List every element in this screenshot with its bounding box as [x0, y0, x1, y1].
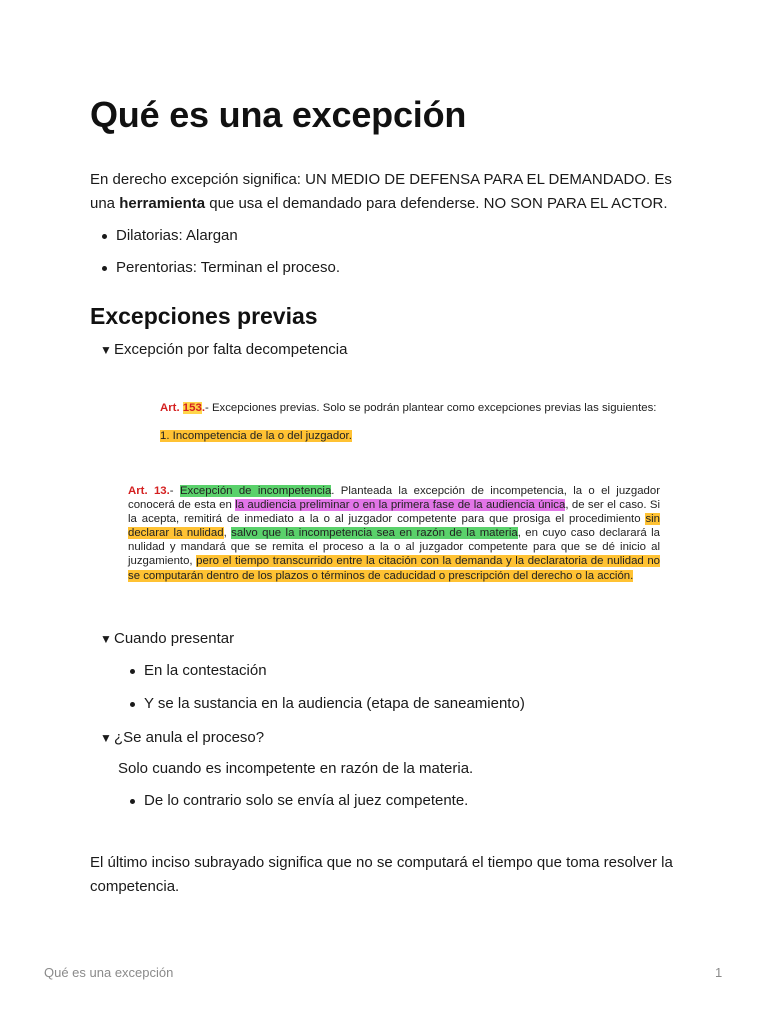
- page-title: Qué es una excepción: [90, 94, 467, 135]
- cuando-presentar-list: [118, 659, 525, 716]
- types-list: [90, 224, 340, 280]
- toggle-falta-competencia[interactable]: [100, 338, 347, 362]
- triangle-down-icon: ▼: [100, 343, 112, 357]
- list-item: Y se la sustancia en la audiencia (etapa de saneamiento): [118, 692, 525, 716]
- anula-text: Solo cuando es incompetente en razón de la materia.: [118, 760, 474, 777]
- art13-highlight: pero el tiempo transcurrido entre la citación con la demanda y la declaratoria de nulidad no se computarán dentro de los plazos o términos de caducidad o prescripción del derecho o la acción.: [128, 555, 661, 582]
- toggle-cuando-presentar[interactable]: [100, 627, 234, 651]
- triangle-down-icon: ▼: [100, 731, 112, 745]
- art13-text: , de ser el caso. Si la acepta, remitirá de inmediato a la o al juzgador competente para que prosiga el procedimiento: [128, 499, 661, 526]
- art153-number: 153: [182, 402, 202, 414]
- anula-list: [118, 789, 468, 813]
- intro-paragraph: [90, 168, 690, 216]
- art153-text: - Excepciones previas. Solo se podrán plantear como excepciones previas las siguientes:: [204, 402, 657, 414]
- art13-label: Art. 13.: [128, 485, 170, 497]
- art13-highlight: salvo que la incompetencia sea en razón de la materia: [231, 527, 518, 540]
- triangle-down-icon: ▼: [100, 632, 112, 646]
- art153-heading: [160, 402, 656, 414]
- list-item: Dilatorias: Alargan: [90, 224, 340, 248]
- art13-paragraph: [128, 484, 660, 583]
- art153-dot: .: [201, 402, 205, 414]
- art153-label: Art.: [160, 402, 180, 414]
- intro-text-end: que usa el demandado para defenderse. NO SON PARA EL ACTOR.: [205, 195, 668, 212]
- page-number: 1: [715, 965, 723, 980]
- toggle-label: Excepción por falta decompetencia: [114, 341, 348, 358]
- art13-highlight: sin declarar la nulidad: [128, 513, 660, 540]
- list-item: En la contestación: [118, 659, 525, 683]
- footer-title: Qué es una excepción: [44, 965, 174, 980]
- art153-item-text: 1. Incompetencia de la o del juzgador.: [160, 430, 352, 442]
- toggle-label: ¿Se anula el proceso?: [114, 729, 265, 746]
- toggle-label: Cuando presentar: [114, 630, 235, 647]
- closing-paragraph: El último inciso subrayado significa que no se computará el tiempo que toma resolver la competencia.: [90, 854, 673, 895]
- art153-item: [160, 430, 352, 442]
- art13-text: , en cuyo caso declarará la nulidad y mandará que se remita el proceso a la o al juzgador competente para que se dé inicio al juzgamiento,: [128, 527, 660, 568]
- list-item: De lo contrario solo se envía al juez competente.: [118, 789, 468, 813]
- intro-bold: herramienta: [119, 195, 206, 212]
- art13-dash: -: [169, 485, 180, 497]
- art13-text: . Planteada la excepción de incompetencia, la o el juzgador conocerá de esta en: [128, 485, 660, 512]
- section-heading: Excepciones previas: [90, 303, 318, 329]
- art13-text: ,: [223, 527, 232, 540]
- art13-highlight: la audiencia preliminar o en la primera fase de la audiencia única: [235, 499, 566, 512]
- law-excerpt-image: [126, 388, 702, 610]
- intro-text: En derecho excepción significa: UN MEDIO DE DEFENSA PARA EL DEMANDADO. Es una: [90, 171, 672, 212]
- toggle-se-anula[interactable]: [100, 726, 264, 750]
- art13-highlight: Excepción de incompetencia: [179, 485, 332, 497]
- list-item: Perentorias: Terminan el proceso.: [90, 256, 340, 280]
